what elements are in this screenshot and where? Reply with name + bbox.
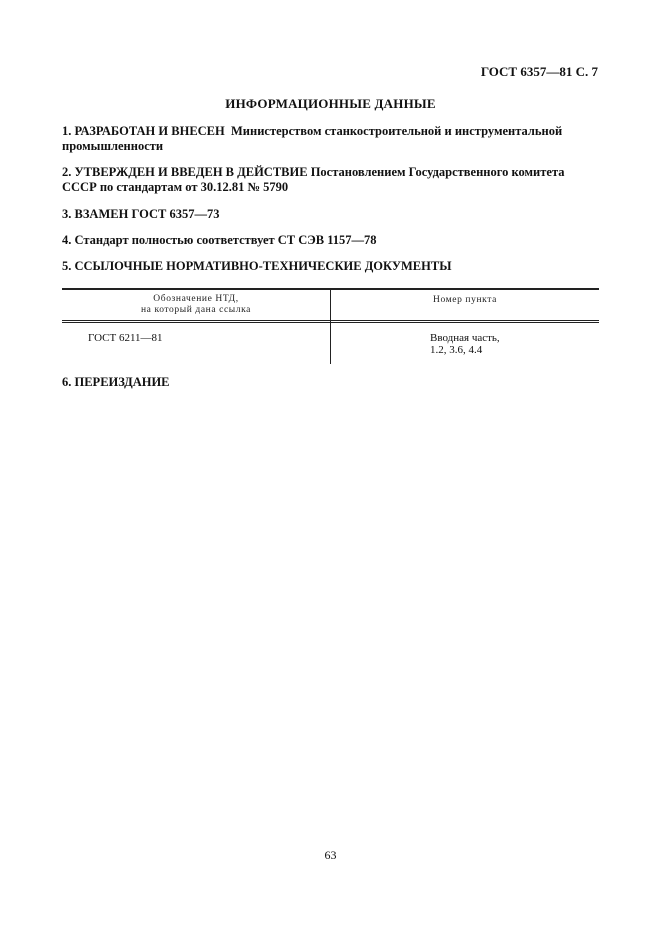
info-item-5-lead: 5. ССЫЛОЧНЫЕ НОРМАТИВНО-ТЕХНИЧЕСКИЕ ДОКУМЕНТЫ <box>62 259 452 273</box>
info-item-2-lead: 2. УТВЕРЖДЕН И ВВЕДЕН В ДЕЙСТВИЕ <box>62 165 308 179</box>
table-cell-clause-line1: Вводная часть, <box>430 332 500 344</box>
info-item-6-lead: 6. ПЕРЕИЗДАНИЕ <box>62 375 170 389</box>
table-header-designation <box>62 294 330 316</box>
info-item-1 <box>62 124 602 154</box>
info-item-1-lead: 1. РАЗРАБОТАН И ВНЕСЕН <box>62 124 225 138</box>
info-item-6 <box>62 375 602 390</box>
table-header-designation-line1: Обозначение НТД, <box>153 294 239 304</box>
page-number: 63 <box>324 848 337 862</box>
info-item-2 <box>62 165 602 195</box>
table-cell-clause-line2: 1.2, 3.6, 4.4 <box>430 344 483 356</box>
table-header-rule <box>62 320 599 321</box>
info-item-1-text: Министерством станкостроительной и инструментальной промышленности <box>62 124 563 153</box>
info-item-3 <box>62 207 602 222</box>
info-item-3-lead: 3. ВЗАМЕН ГОСТ 6357—73 <box>62 207 220 221</box>
info-item-5 <box>62 259 602 274</box>
document-reference: ГОСТ 6357—81 С. 7 <box>480 64 598 79</box>
table-header-clause: Номер пункта <box>433 295 497 305</box>
table-cell-clause <box>430 332 590 356</box>
table-header-designation-line2: на который дана ссылка <box>141 305 251 315</box>
info-item-4 <box>62 233 602 248</box>
info-item-2-text: Постановлением Государственного комитета СССР по стандартам от 30.12.81 № 5790 <box>62 165 565 194</box>
table-header-rule-double <box>62 322 599 323</box>
info-item-4-lead: 4. Стандарт полностью соответствует СТ СЭВ 1157—78 <box>62 233 377 247</box>
table-cell-designation: ГОСТ 6211—81 <box>88 332 163 344</box>
page-title: ИНФОРМАЦИОННЫЕ ДАННЫЕ <box>225 96 436 111</box>
reference-documents-table <box>62 288 599 364</box>
